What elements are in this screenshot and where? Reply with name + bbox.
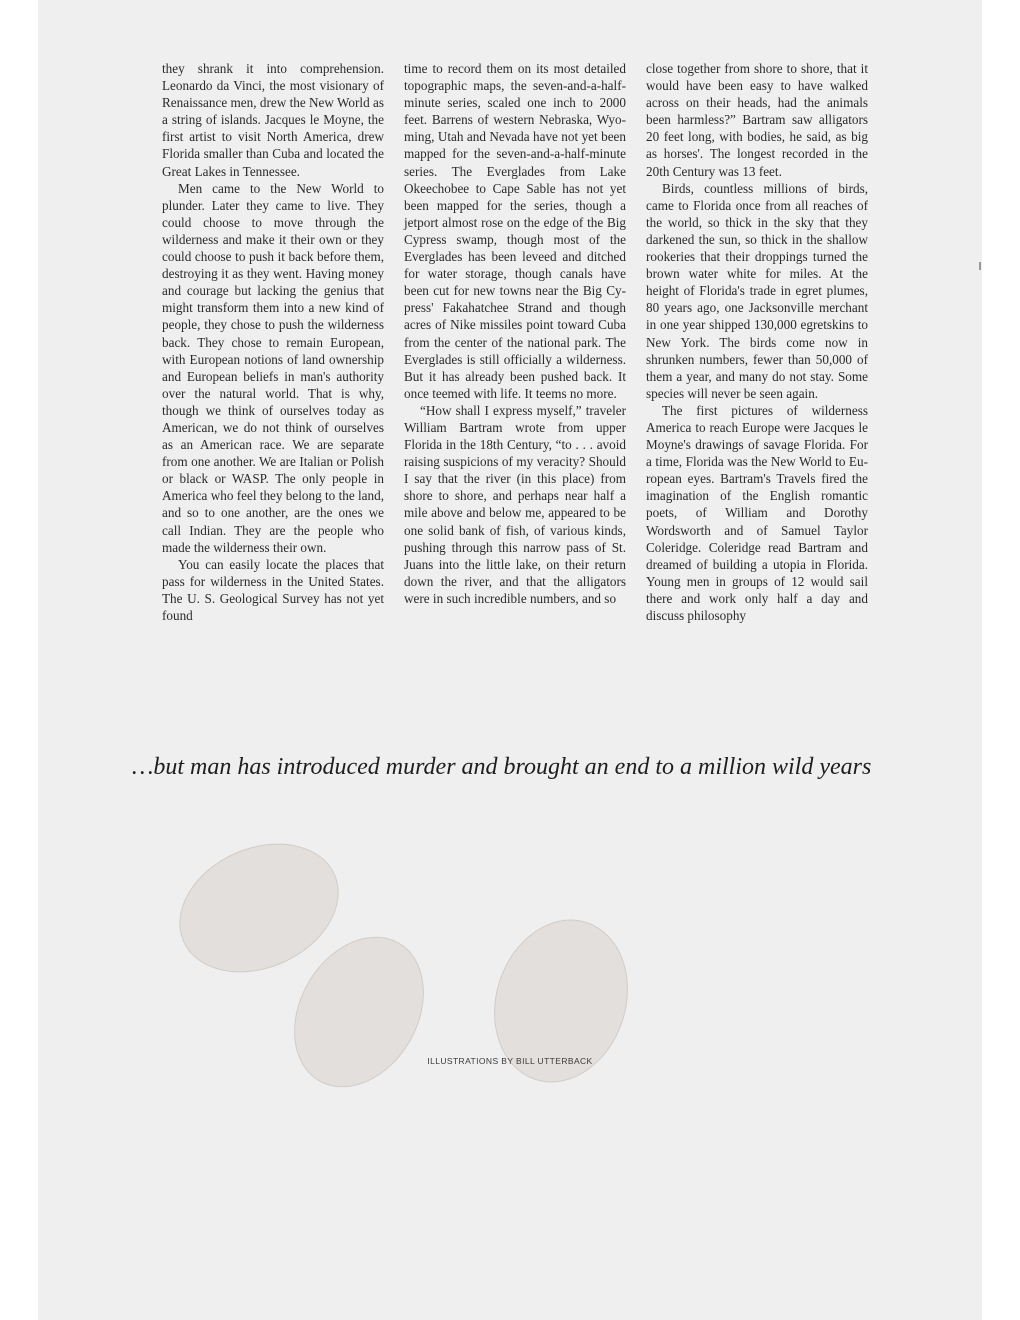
text-column-2 (404, 60, 626, 607)
paragraph: You can easily locate the places that pass for wilderness in the United States. The U. S. Geological Survey has not yet found (162, 556, 384, 623)
paragraph: Birds, countless millions of birds, came to Florida once from all reaches of the world, so thick in the sky that they darkened the sun, so thick in the shallow rookeries that their droppings turned the brown water white for miles. At the height of Florida's trade in egret plumes, 80 years ago, one Jacksonville merchant in one year shipped 130,000 egretskins to New York. The birds come now in shrunken numbers, fewer than 50,000 of them a year, and many do not stay. Some species will never be seen again. (646, 180, 868, 401)
illustration-credit: ILLUSTRATIONS BY BILL UTTERBACK (427, 1056, 593, 1066)
page-edge-mark (979, 262, 981, 270)
pull-quote-caption: …but man has introduced murder and brought an end to a million wild years (132, 754, 872, 780)
paragraph: Men came to the New World to plunder. Later they came to live. They could choose to move through the wilderness and make it their own or they could choose to push it back before them, destroying it as they went. Having money and courage but lacking the genius that might transform them into a new kind of people, they chose to push the wilderness back. They chose to remain European, with European notions of land ownership and European beliefs in man's authority over the natural world. That is why, though we think of ourselves today as American, we do not think of ourselves as an American race. We are separate from one another. We are Italian or Polish or black or WASP. The only people in America who feel they belong to the land, and so to one another, are the ones we call Indian. They are the people who made the wilderness their own. (162, 180, 384, 555)
paragraph: close together from shore to shore, that it would have been easy to have walked across on their heads, had the animals been harmless?” Bartram saw alligators 20 feet long, with bodies, he said, as big as horses'. The longest recorded in the 20th Century was 13 feet. (646, 61, 868, 179)
paragraph: time to record them on its most detailed topographic maps, the seven-and-a-half-minute series, scaled one inch to 2000 feet. Barrens of western Nebraska, Wyoming, Utah and Nevada have not yet been mapped for the seven-and-a-half-minute series. The Everglades from Lake Okeechobee to Cape Sable has not yet been mapped for the series, though a jetport almost rose on the edge of the Big Cypress swamp, though most of the Everglades has been leveed and ditched for water storage, though canals have been cut for new towns near the Big Cypress' Fakahatchee Strand and though acres of Nike missiles point toward Cuba from the center of the national park. The Everglades is still officially a wilderness. But it has already been pushed back. It once teemed with life. It teems no more. (404, 61, 626, 401)
paragraph: The first pictures of wilderness America to reach Europe were Jacques le Moyne's drawings of savage Florida. For a time, Florida was the New World to European eyes. Bartram's Travels fired the imagination of the English romantic poets, of William and Dorothy Wordsworth and of Samuel Taylor Coleridge. Coleridge read Bartram and dreamed of building a utopia in Florida. Young men in groups of 12 would sail there and work only half a day and discuss philosophy (646, 402, 868, 623)
text-column-1 (162, 60, 384, 624)
paragraph: “How shall I express myself,” traveler William Bartram wrote from upper Florida in the 18th Century, “to . . . avoid raising suspicions of my veracity? Should I say that the river (in this place) from shore to shore, and perhaps near half a mile above and below me, appeared to be one solid bank of fish, of various kinds, pushing through this narrow pass of St. Juans into the little lake, on their return down the river, and that the alligators were in such incredible numbers, and so (404, 402, 626, 606)
paragraph: they shrank it into comprehension. Leonardo da Vinci, the most visionary of Renaissance men, drew the New World as a string of islands. Jacques le Moyne, the first artist to visit North America, drew Florida smaller than Cuba and located the Great Lakes in Tennessee. (162, 61, 384, 179)
text-column-3 (646, 60, 868, 624)
